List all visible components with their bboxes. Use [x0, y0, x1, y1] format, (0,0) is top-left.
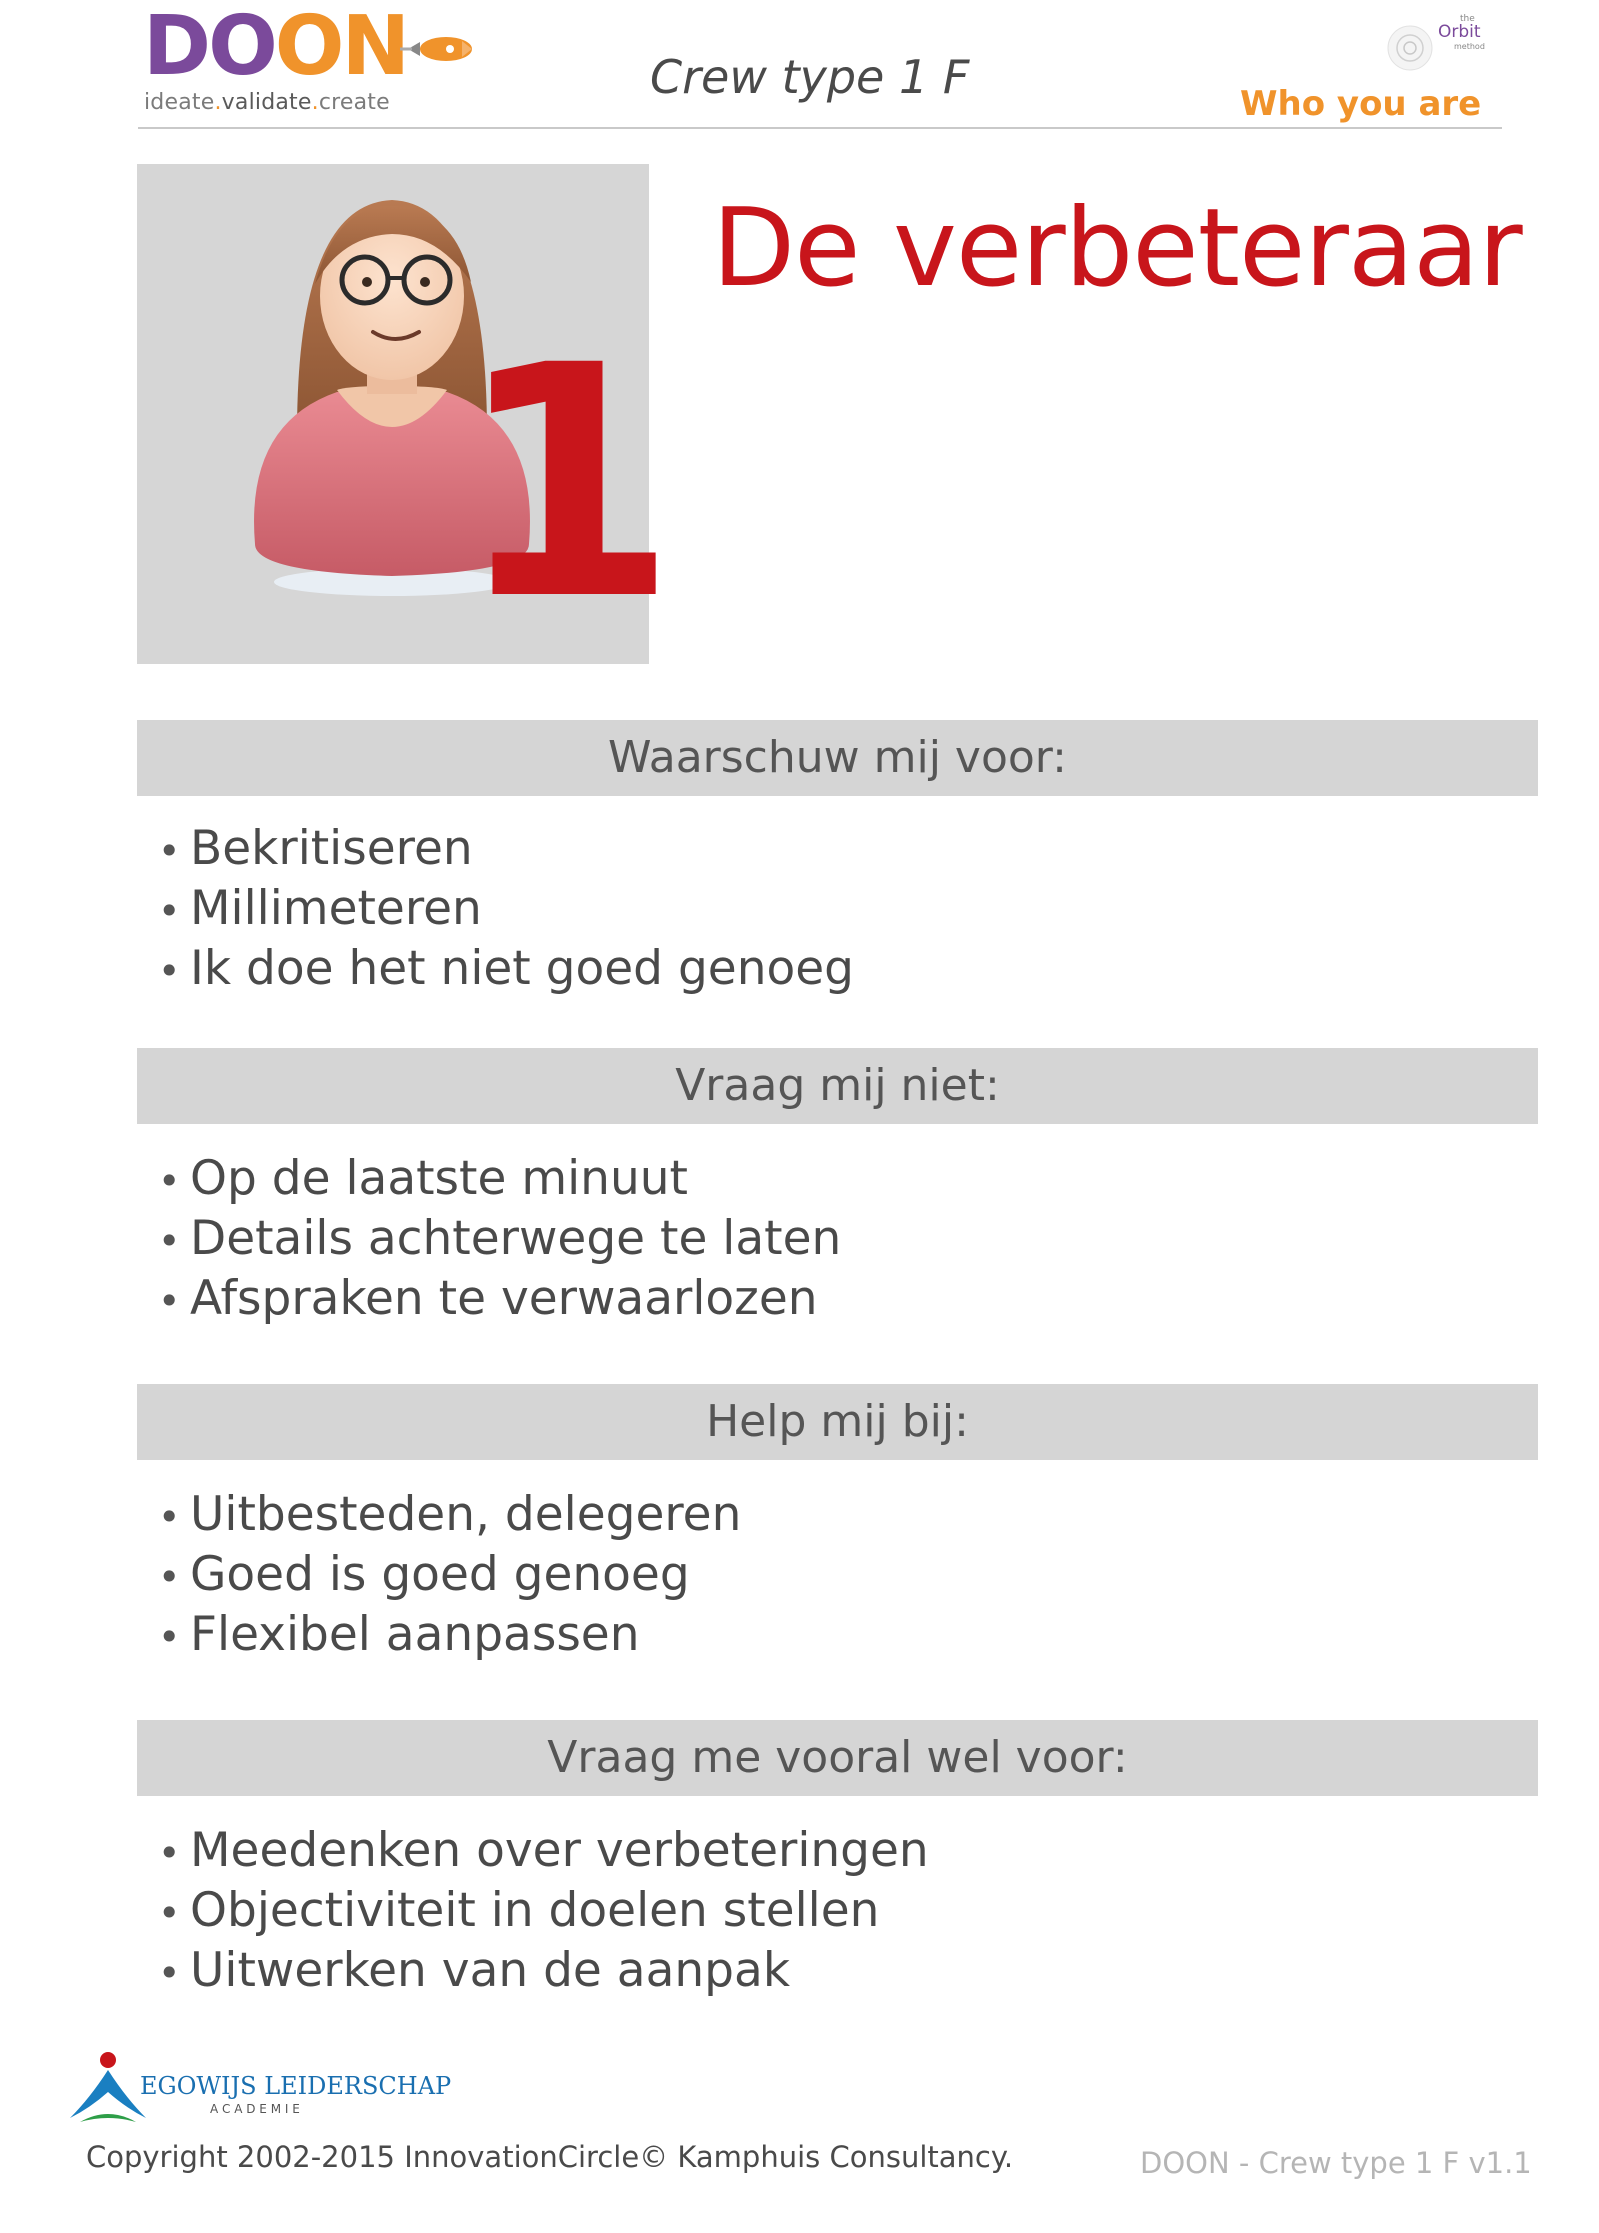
egowijs-logo — [60, 2048, 452, 2132]
version-text: DOON - Crew type 1 F v1.1 — [1140, 2146, 1532, 2180]
orbit-sub-text: method — [1454, 42, 1485, 51]
list-item: • Bekritiseren — [158, 820, 854, 880]
section-heading-warn: Waarschuw mij voor: — [137, 720, 1538, 796]
header-divider — [138, 127, 1502, 129]
list-item: • Goed is goed genoeg — [158, 1546, 741, 1606]
persona-title: De verbeteraar — [712, 186, 1522, 311]
section-list-warn — [158, 820, 854, 1000]
list-item: • Uitwerken van de aanpak — [158, 1942, 929, 2002]
orbit-small-text: the — [1460, 14, 1475, 24]
section-list-do-ask — [158, 1822, 929, 2002]
crew-type-title: Crew type 1 F — [650, 50, 970, 104]
egowijs-figure-icon — [60, 2048, 150, 2132]
list-item: • Objectiviteit in doelen stellen — [158, 1882, 929, 1942]
section-heading-help: Help mij bij: — [137, 1384, 1538, 1460]
section-heading-do-ask: Vraag me vooral wel voor: — [137, 1720, 1538, 1796]
persona-number: 1 — [455, 298, 678, 670]
list-item: • Meedenken over verbeteringen — [158, 1822, 929, 1882]
doon-logo-word: DOON — [143, 0, 408, 94]
egowijs-name: EGOWIJS LEIDERSCHAP — [140, 2072, 452, 2100]
list-item: • Uitbesteden, delegeren — [158, 1486, 741, 1546]
list-item: • Flexibel aanpassen — [158, 1606, 741, 1666]
egowijs-sub: A C A D E M I E — [210, 2102, 300, 2116]
list-item: • Ik doe het niet goed genoeg — [158, 940, 854, 1000]
orbit-method-logo — [1388, 14, 1488, 78]
list-item: • Afspraken te verwaarlozen — [158, 1270, 841, 1330]
list-item: • Details achterwege te laten — [158, 1210, 841, 1270]
copyright-text: Copyright 2002-2015 InnovationCircle© Kamphuis Consultancy. — [86, 2140, 1014, 2174]
list-item: • Op de laatste minuut — [158, 1150, 841, 1210]
who-you-are-label: Who you are — [1240, 84, 1482, 124]
orbit-name: Orbit — [1438, 22, 1481, 42]
persona-portrait — [137, 164, 678, 670]
section-list-help — [158, 1486, 741, 1666]
section-list-dont-ask — [158, 1150, 841, 1330]
doon-tagline: ideate.validate.create — [144, 90, 390, 115]
rocket-icon — [400, 28, 480, 70]
list-item: • Millimeteren — [158, 880, 854, 940]
section-heading-dont-ask: Vraag mij niet: — [137, 1048, 1538, 1124]
